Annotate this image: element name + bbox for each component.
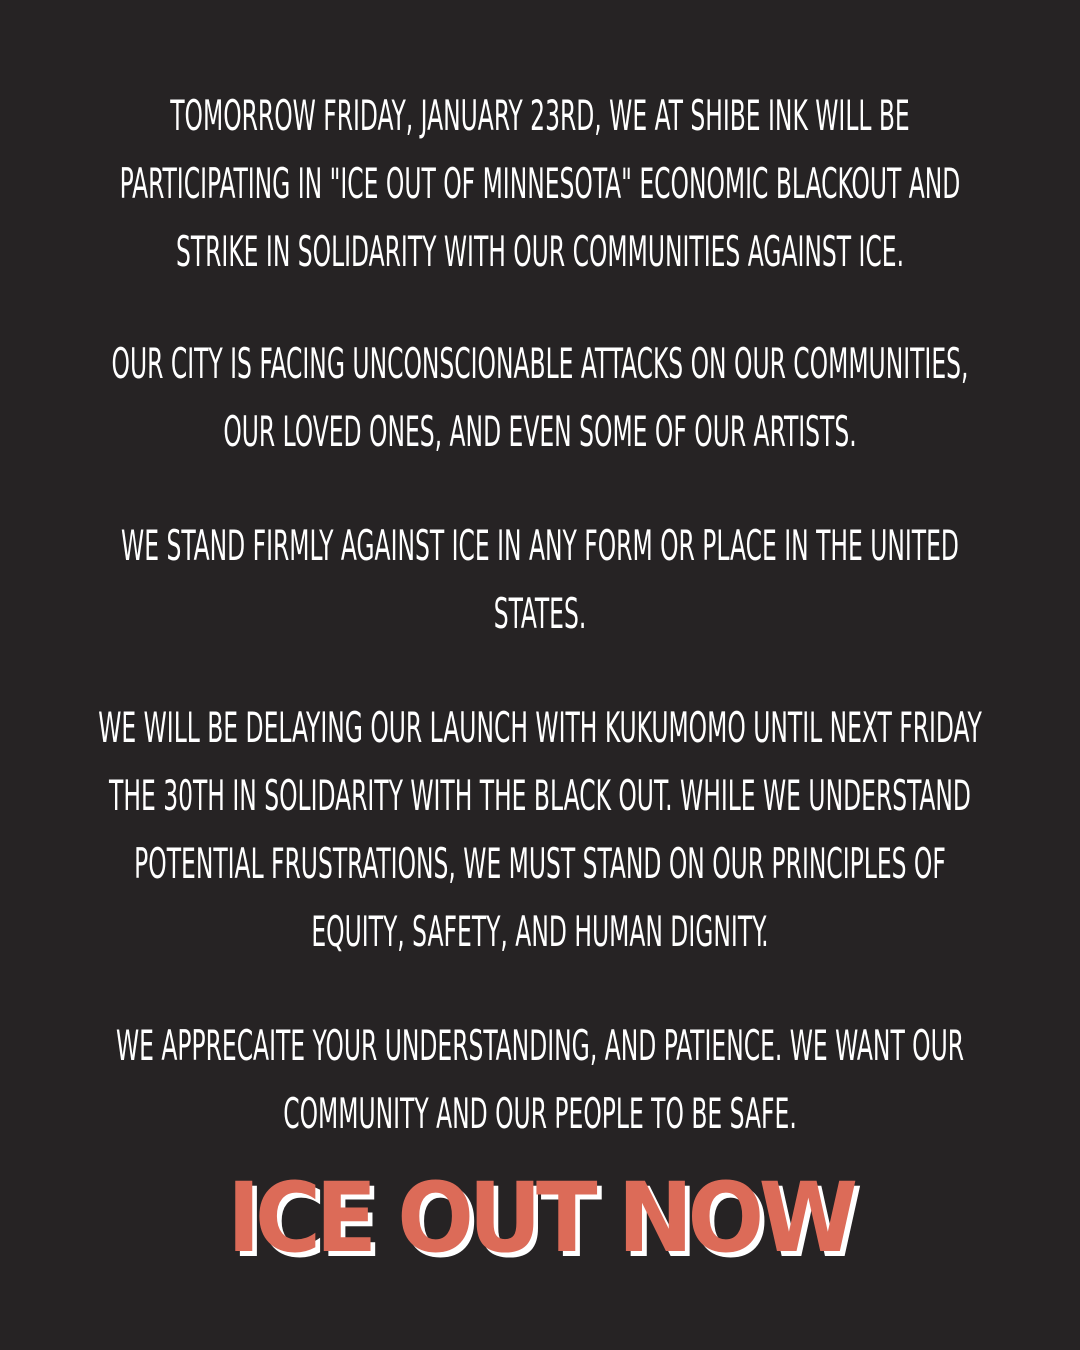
text-line: STATES. <box>493 589 587 638</box>
text-line: OUR CITY IS FACING UNCONSCIONABLE ATTACKS ON OUR COMMUNITIES, <box>111 339 969 388</box>
text-line: WE STAND FIRMLY AGAINST ICE IN ANY FORM OR PLACE IN THE UNITED <box>121 521 959 570</box>
text-line: PARTICIPATING IN "ICE OUT OF MINNESOTA" ECONOMIC BLACKOUT AND <box>119 159 961 208</box>
paragraph-city-attacks <box>7 330 1073 466</box>
text-line: POTENTIAL FRUSTRATIONS, WE MUST STAND ON OUR PRINCIPLES OF <box>134 839 946 888</box>
text-line: THE 30TH IN SOLIDARITY WITH THE BLACK OUT. WHILE WE UNDERSTAND <box>109 771 971 820</box>
text-line: OUR LOVED ONES, AND EVEN SOME OF OUR ARTISTS. <box>223 407 857 456</box>
text-line: COMMUNITY AND OUR PEOPLE TO BE SAFE. <box>283 1089 797 1138</box>
paragraph-blackout-participation <box>7 82 1073 286</box>
paragraph-stand-against-ice <box>7 512 1073 648</box>
text-line: STRIKE IN SOLIDARITY WITH OUR COMMUNITIES AGAINST ICE. <box>175 227 905 276</box>
text-line: WE APPRECAITE YOUR UNDERSTANDING, AND PATIENCE. WE WANT OUR <box>115 1021 965 1070</box>
text-line: WE WILL BE DELAYING OUR LAUNCH WITH KUKUMOMO UNTIL NEXT FRIDAY <box>98 703 982 752</box>
slogan-heading: ICE OUT NOW <box>227 1162 853 1274</box>
slogan-container <box>0 1162 1080 1278</box>
text-line: EQUITY, SAFETY, AND HUMAN DIGNITY. <box>311 907 769 956</box>
paragraph-launch-delay <box>7 694 1073 966</box>
text-line: TOMORROW FRIDAY, JANUARY 23RD, WE AT SHIBE INK WILL BE <box>170 91 910 140</box>
paragraph-appreciation <box>7 1012 1073 1148</box>
